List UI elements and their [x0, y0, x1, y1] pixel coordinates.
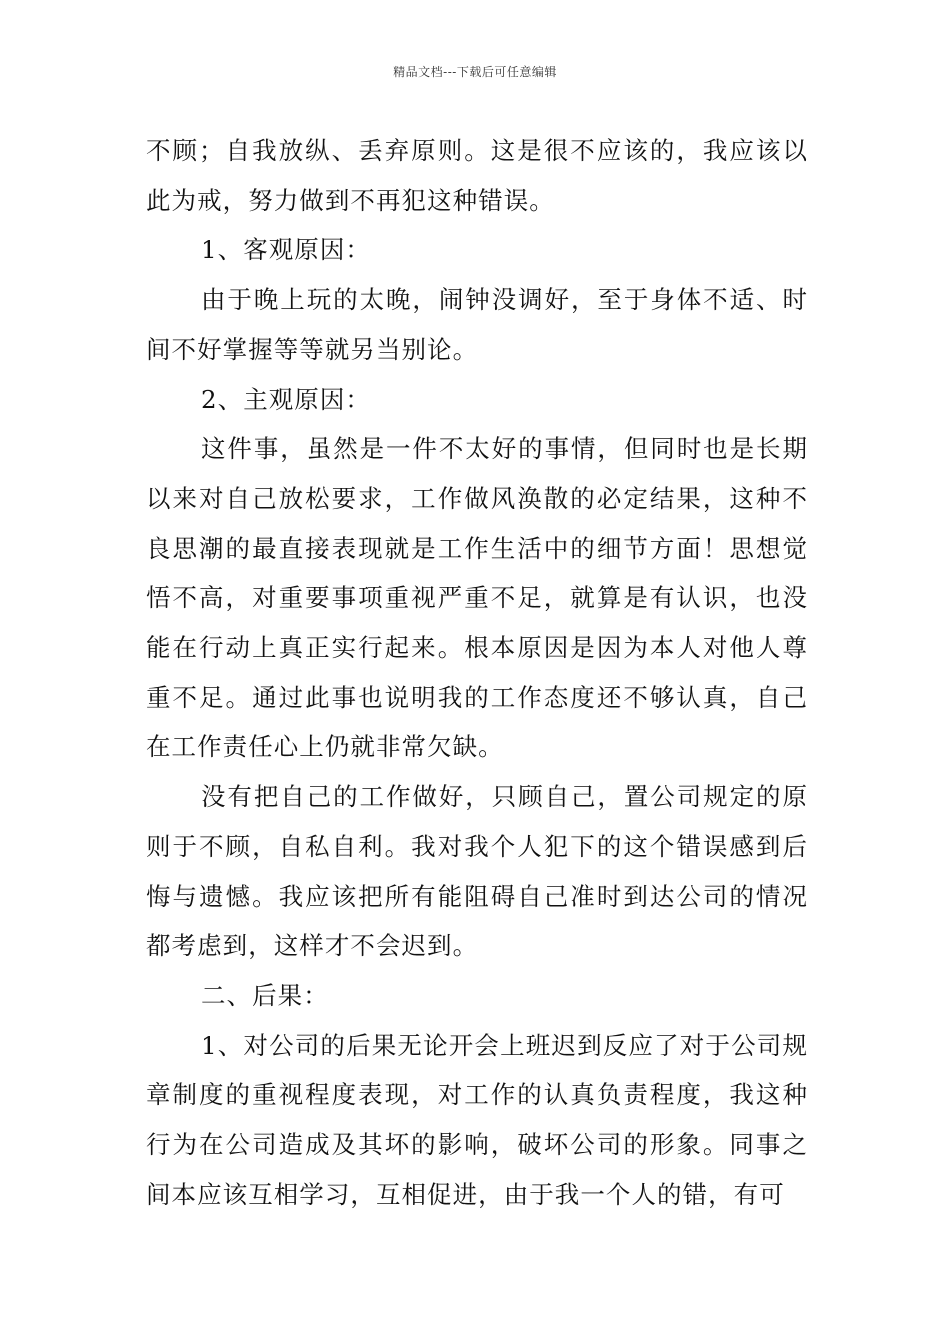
paragraph: 由于晚上玩的太晚，闹钟没调好，至于身体不适、时间不好掌握等等就另当别论。 — [146, 285, 808, 364]
section-heading: 1、客观原因： — [201, 235, 371, 265]
document-body — [146, 126, 808, 1219]
paragraph: 1、对公司的后果无论开会上班迟到反应了对于公司规章制度的重视程度表现，对工作的认真负责程度，我这种行为在公司造成及其坏的影响，破坏公司的形象。同事之间本应该互相学习，互相促进，由于我一个人的错，有可 — [146, 1030, 808, 1209]
paragraph: 这件事，虽然是一件不太好的事情，但同时也是长期以来对自己放松要求，工作做风涣散的必定结果，这种不良思潮的最直接表现就是工作生活中的细节方面！思想觉悟不高，对重要事项重视严重不足，就算是有认识，也没能在行动上真正实行起来。根本原因是因为本人对他人尊重不足。通过此事也说明我的工作态度还不够认真，自己在工作责任心上仍就非常欠缺。 — [146, 434, 808, 762]
paragraph: 没有把自己的工作做好，只顾自己，置公司规定的原则于不顾，自私自利。我对我个人犯下的这个错误感到后悔与遗憾。我应该把所有能阻碍自己准时到达公司的情况都考虑到，这样才不会迟到。 — [146, 782, 808, 961]
paragraph: 不顾；自我放纵、丢弃原则。这是很不应该的，我应该以此为戒，努力做到不再犯这种错误。 — [146, 136, 808, 215]
page-header: 精品文档---下载后可任意编辑 — [393, 65, 557, 79]
section-heading: 2、主观原因： — [201, 384, 371, 414]
section-heading: 二、后果： — [201, 980, 329, 1010]
